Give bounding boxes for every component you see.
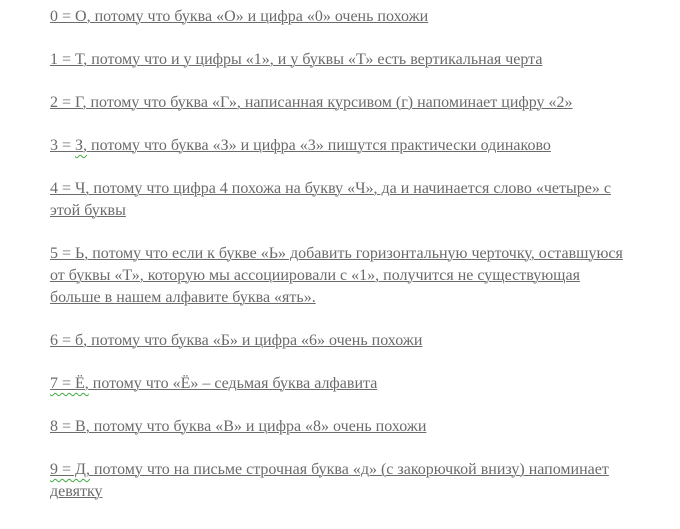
mnemonic-item-9 — [50, 459, 630, 503]
item-text: 1 = Т, потому что и у цифры «1», и у буквы «Т» есть вертикальная черта — [50, 51, 543, 68]
item-text: потому что буква «З» и цифра «3» пишутся практически одинаково — [87, 137, 551, 154]
mnemonic-item-1 — [50, 49, 630, 71]
item-text: 0 = О, потому что буква «О» и цифра «0» очень похожи — [50, 8, 429, 25]
spellcheck-underline-text: З, — [75, 137, 88, 154]
item-text: потому что «Ё» – седьмая буква алфавита — [88, 375, 378, 392]
item-text: 8 = В, потому что буква «В» и цифра «8» очень похожи — [50, 418, 427, 435]
mnemonic-item-3 — [50, 135, 630, 157]
item-text: потому что на письме строчная буква «д» (с закорючкой внизу) напоминает девятку — [50, 461, 609, 500]
item-text: 4 = Ч, потому что цифра 4 похожа на букву «Ч», да и начинается слово «четыре» с этой буквы — [50, 180, 611, 219]
mnemonic-item-7 — [50, 373, 630, 395]
mnemonic-item-5 — [50, 243, 630, 309]
spellcheck-underline-text: 9 = Д, — [50, 461, 90, 478]
mnemonic-item-4 — [50, 178, 630, 222]
mnemonic-item-6 — [50, 330, 630, 352]
item-text: 3 = — [50, 137, 76, 154]
item-text: 6 = б, потому что буква «Б» и цифра «6» очень похожи — [50, 332, 423, 349]
spellcheck-underline-text: 7 = Ё, — [50, 375, 89, 392]
mnemonic-item-0 — [50, 6, 630, 28]
item-text: 2 = Г, потому что буква «Г», написанная курсивом (г) напоминает цифру «2» — [50, 94, 573, 111]
mnemonic-item-8 — [50, 416, 630, 438]
mnemonic-item-2 — [50, 92, 630, 114]
item-text: 5 = Ь, потому что если к букве «Ь» добавить горизонтальную черточку, оставшуюся от буквы «Т», которую мы ассоциировали с «1», получится не существующая больше в нашем алфавите буква «ять». — [50, 245, 623, 306]
